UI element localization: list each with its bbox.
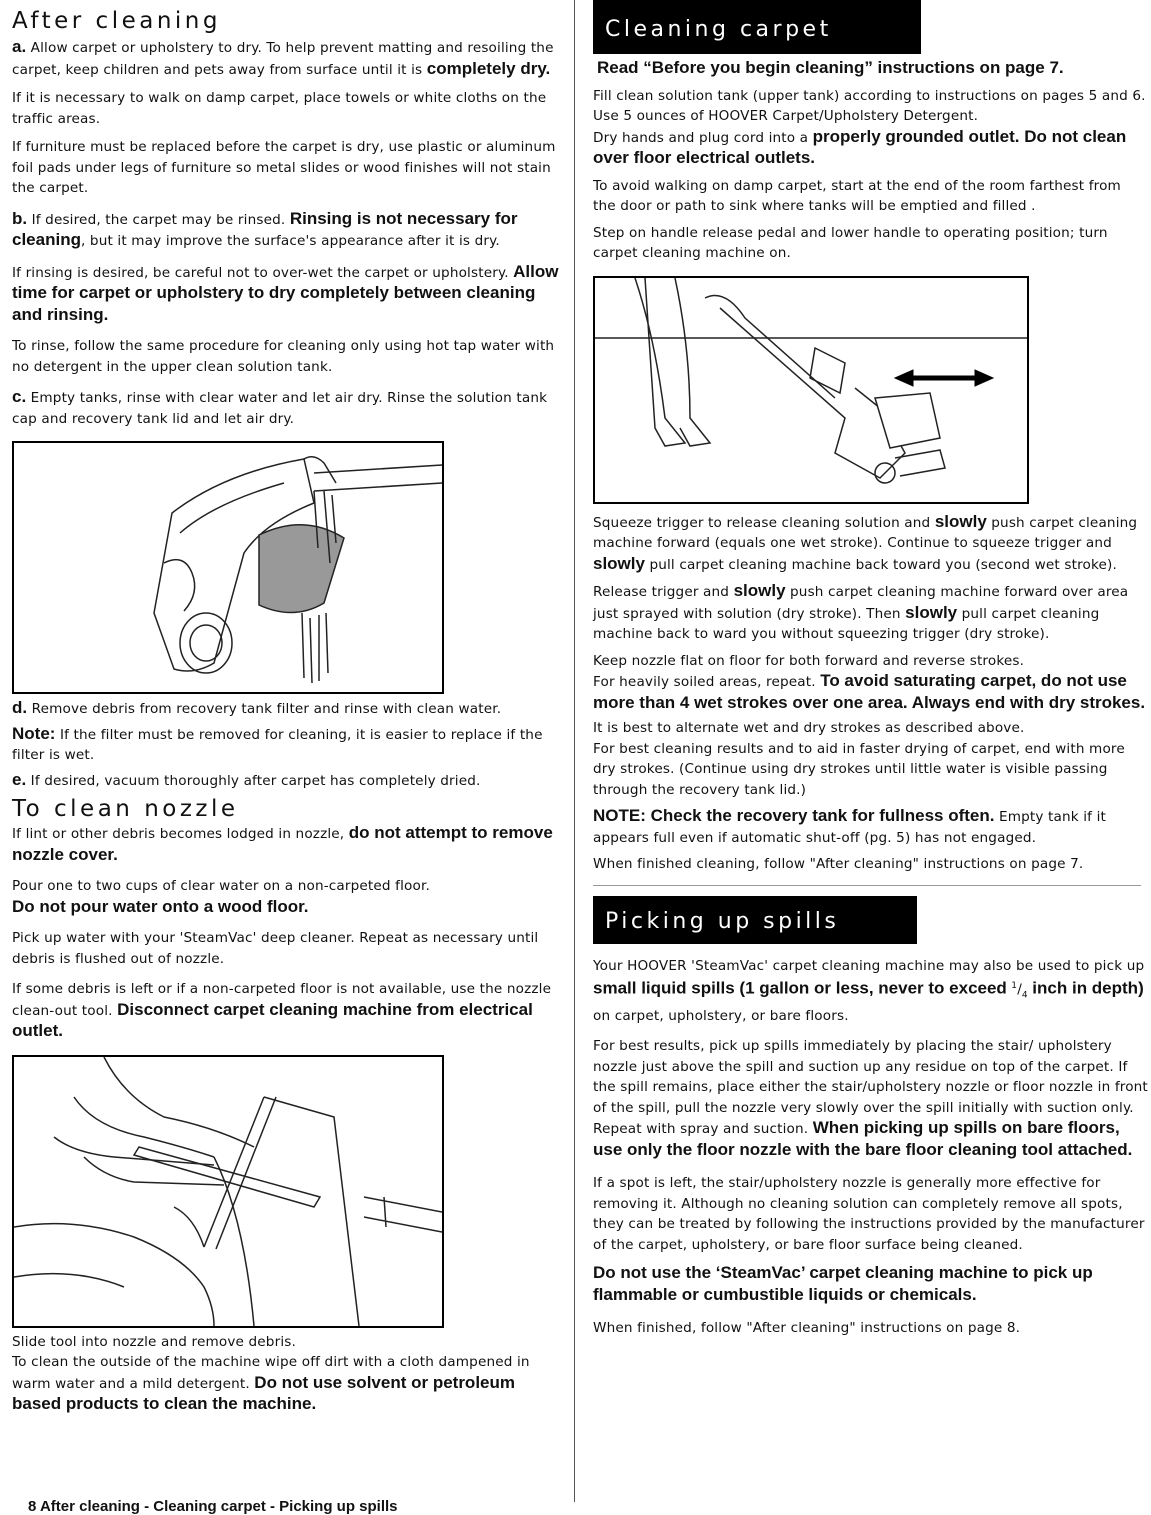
note-recovery-tank: NOTE: Check the recovery tank for fullness often. Empty tank if it appears full even if automatic shut-off (pg. 5) has not engaged. — [593, 806, 1106, 846]
finished-cleaning-paragraph: When finished cleaning, follow "After cleaning" instructions on page 7. — [593, 856, 1084, 872]
section-title-after-cleaning: After cleaning — [12, 8, 221, 34]
step-e: e. If desired, vacuum thoroughly after carpet has completely dried. — [12, 769, 481, 789]
step-a: a. Allow carpet or upholstery to dry. To help prevent matting and resoiling the carpet, keep children and pets away from surface until it is completely dry. — [12, 37, 554, 78]
rinse-paragraph: If rinsing is desired, be careful not to over-wet the carpet or upholstery. Allow time for carpet or upholstery to dry completely between cleaning and rinsing. — [12, 261, 559, 324]
pour-paragraph: Pour one to two cups of clear water on a non-carpeted floor. Do not pour water onto a wood floor. — [12, 878, 430, 916]
avoid-paragraph: To avoid walking on damp carpet, start at the end of the room farthest from the door or path to sink where tanks will be emptied and filled . — [593, 177, 1121, 214]
nozzle-paragraph: If lint or other debris becomes lodged in nozzle, do not attempt to remove nozzle cover. — [12, 823, 553, 864]
page-footer: 8 After cleaning - Cleaning carpet - Picking up spills — [28, 1498, 398, 1515]
section-title-cleaning-carpet: Cleaning carpet — [593, 0, 921, 54]
rinse-tank-illustration — [14, 443, 442, 692]
best-results-paragraph: For best cleaning results and to aid in faster drying of carpet, end with more dry strokes. (Continue using dry strokes until little water is visible passing through the recovery tank lid.) — [593, 740, 1125, 798]
squeeze-paragraph: Squeeze trigger to release cleaning solution and slowly push carpet cleaning machine forward (equals one wet stroke). Continue to squeeze trigger and slowly pull carpet cleaning machine back toward you (second wet stroke). — [593, 511, 1138, 573]
slide-paragraph: Slide tool into nozzle and remove debris. — [12, 1333, 296, 1350]
best-spill-paragraph: For best results, pick up spills immediately by placing the stair/ upholstery nozzle just above the spill and suction up any residue on top of the carpet. If the spill remains, place either the stair/upholstery nozzle or floor nozzle in front of the spill, pull the nozzle very slowly over the spill initially with suction only. Repeat with spray and suction. When picking up spills on bare floors, use only the floor nozzle with the bare floor cleaning tool attached. — [593, 1038, 1148, 1159]
step-c: c. Empty tanks, rinse with clear water and let air dry. Rinse the solution tank cap and recovery tank lid and let air dry. — [12, 387, 548, 427]
flammable-warning: Do not use the ‘SteamVac’ carpet cleaning machine to pick up flammable or cumbustible liquids or chemicals. — [593, 1263, 1093, 1304]
read-instructions: Read “Before you begin cleaning” instructions on page 7. — [597, 58, 1064, 77]
step-pedal-paragraph: Step on handle release pedal and lower handle to operating position; turn carpet cleaning machine on. — [593, 224, 1108, 261]
outside-paragraph: To clean the outside of the machine wipe off dirt with a cloth dampened in warm water and a mild detergent. Do not use solvent or petroleum based products to clean the machine. — [12, 1354, 530, 1413]
finished-spills-paragraph: When finished, follow "After cleaning" instructions on page 8. — [593, 1320, 1021, 1337]
release-paragraph: Release trigger and slowly push carpet cleaning machine forward over area just sprayed with solution (dry stroke). Then slowly pull carpet cleaning machine back to ward you without squeezing trigger (dry stroke). — [593, 581, 1129, 642]
section-rule — [593, 885, 1141, 886]
figure-carpet-cleaning — [593, 276, 1029, 504]
figure-nozzle-tool — [12, 1055, 444, 1328]
furniture-paragraph: If furniture must be replaced before the carpet is dry, use plastic or aluminum foil pads under legs of furniture so metal slides or wood finishes will not stain the carpet. — [12, 139, 556, 196]
step-d: d. Remove debris from recovery tank filter and rinse with clean water. — [12, 698, 502, 717]
spills-intro-paragraph: Your HOOVER 'SteamVac' carpet cleaning machine may also be used to pick up small liquid spills (1 gallon or less, never to exceed $^1/_4$ inch in depth) on carpet, upholstery, or bare floors. — [593, 957, 1145, 1024]
nozzle-tool-illustration — [14, 1057, 442, 1326]
debris-paragraph: If some debris is left or if a non-carpeted floor is not available, use the nozzle clean-out tool. Disconnect carpet cleaning machine from electrical outlet. — [12, 981, 552, 1040]
note-filter: Note: If the filter must be removed for cleaning, it is easier to replace if the filter is wet. — [12, 723, 543, 763]
pickup-paragraph: Pick up water with your 'SteamVac' deep cleaner. Repeat as necessary until debris is flushed out of nozzle. — [12, 930, 539, 967]
rinse-howto: To rinse, follow the same procedure for cleaning only using hot tap water with no detergent in the upper clean solution tank. — [12, 338, 555, 375]
figure-rinse-tank — [12, 441, 444, 694]
spot-paragraph: If a spot is left, the stair/upholstery nozzle is generally more effective for removing it. Although no cleaning solution can completely remove all spots, they can be treated by following the instructions provided by the manufacturer of the carpet, upholstery, or bare floor surface being cleaned. — [593, 1175, 1145, 1253]
towels-paragraph: If it is necessary to walk on damp carpet, place towels or white cloths on the traffic areas. — [12, 90, 547, 127]
right-column — [593, 0, 1148, 1339]
alternate-paragraph: It is best to alternate wet and dry strokes as described above. — [593, 720, 1025, 736]
fill-paragraph: Fill clean solution tank (upper tank) according to instructions on pages 5 and 6. Use 5 ounces of HOOVER Carpet/Upholstery Detergent. — [593, 87, 1146, 124]
carpet-cleaner-illustration — [595, 278, 1027, 502]
keep-nozzle-paragraph: Keep nozzle flat on floor for both forward and reverse strokes. — [593, 652, 1025, 669]
heavily-soiled-paragraph: For heavily soiled areas, repeat. To avoid saturating carpet, do not use more than 4 wet strokes over one area. Always end with dry strokes. — [593, 671, 1146, 712]
section-title-clean-nozzle: To clean nozzle — [12, 796, 239, 822]
left-column — [12, 0, 564, 1416]
dry-hands-paragraph: Dry hands and plug cord into a properly grounded outlet. Do not clean over floor electrical outlets. — [593, 126, 1127, 167]
section-title-picking-up-spills: Picking up spills — [593, 896, 917, 944]
step-b: b. If desired, the carpet may be rinsed. Rinsing is not necessary for cleaning, but it may improve the surface's appearance after it is dry. — [12, 208, 518, 249]
column-divider — [574, 0, 575, 1502]
